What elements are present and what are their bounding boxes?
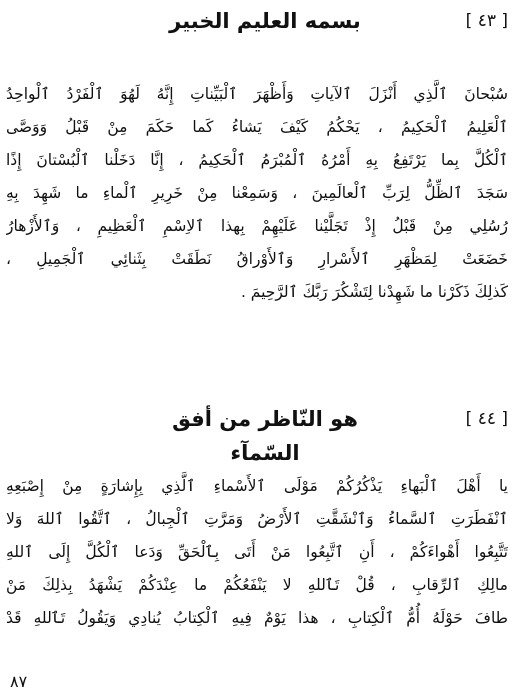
section-43-header	[0, 4, 516, 40]
text-line: مالِكِ ٱلرِّقابِ ، قُلْ تَٱللهِ لا يَنْفَعُكُمْ ما عِنْدَكُمْ يَشْهَدُ بِذلِكَ مَنْ	[6, 576, 508, 594]
section-title: هو النّاظر من أفق السّمآء	[172, 407, 358, 465]
text-line: كَذلِكَ ذَكَرْنا ما شَهِدْنا لِتَشْكُرَ رَبَّكَ ٱلرَّحِيمَ .	[240, 283, 508, 301]
section-44-header	[0, 402, 516, 465]
section-43-body	[6, 78, 508, 309]
page-number: ٨٧	[10, 672, 28, 691]
text-line: ٱنْفَطَرَتِ ٱلسَّماءُ وَٱنْشَقَّتِ ٱلأَرْضُ وَمَرَّتِ ٱلْجِبالُ ، ٱتَّقُوا ٱللهَ وَلا	[6, 510, 508, 528]
text-line: طافَ حَوْلَهُ أُمُّ ٱلْكِتابِ ، هذا يَوْمٌ فِيهِ ٱلْكِتابُ يُنادِي وَيَقُولُ تَٱللهِ قَدْ	[6, 609, 508, 627]
section-44-body	[6, 470, 508, 635]
text-line: سَجَدَ ٱلظِّلُّ لِرَبِّ ٱلْعالَمِينَ ، وَسَمِعْنا مِنْ خَرِيرِ ٱلْماءِ ما شَهِدَ بِهِ	[6, 184, 508, 202]
text-line: تَتَّبِعُوا أَهْواءَكُمْ ، أَنِ ٱتَّبِعُوا مَنْ أَتَى بِٱلْحَقِّ وَدَعا ٱلْكُلَّ إِلَى ٱللهِ	[6, 543, 508, 561]
section-number: [ ٤٣ ]	[465, 11, 508, 31]
text-line: رُسُلِي مِنْ قَبْلُ إِذْ تَجَلَّيْنا عَلَيْهِمْ بِهذا ٱلاِسْمِ ٱلْعَظِيمِ ، وَٱلأَزْهارُ	[6, 217, 508, 235]
text-line: سُبْحانَ ٱلَّذِي أَنْزَلَ ٱلآياتِ وَأَظْهَرَ ٱلْبَيِّناتِ إِنَّهُ لَهُوَ ٱلْفَرْدُ ٱلْواحِدُ	[6, 85, 508, 103]
text-line: ٱلْكُلَّ بِما يَرْتَفِعُ بِهِ أَمْرُهُ ٱلْمُبْرَمُ ٱلْحَكِيمُ ، إِنَّا دَخَلْنا ٱلْبُسْتانَ إِذًا	[6, 151, 508, 169]
text-line: خَضَعَتْ لِمَظْهَرِ ٱلأَسْرارِ وَٱلأَوْراقُ نَطَقَتْ بِثَنائِي ٱلْجَمِيلِ ،	[6, 250, 508, 268]
text-line: يا أَهْلَ ٱلْبَهاءِ يَذْكُرُكُمْ مَوْلَى ٱلأَسْماءِ ٱلَّذِي بِإِشارَةٍ مِنْ إِصْبَعِهِ	[6, 477, 508, 495]
section-title: بسمه العليم الخبير	[169, 9, 361, 33]
section-number: [ ٤٤ ]	[465, 409, 508, 429]
text-line: ٱلْعَلِيمُ ٱلْحَكِيمُ ، يَحْكُمُ كَيْفَ يَشاءُ كَما حَكَمَ مِنْ قَبْلُ وَوَصَّى	[6, 118, 508, 136]
